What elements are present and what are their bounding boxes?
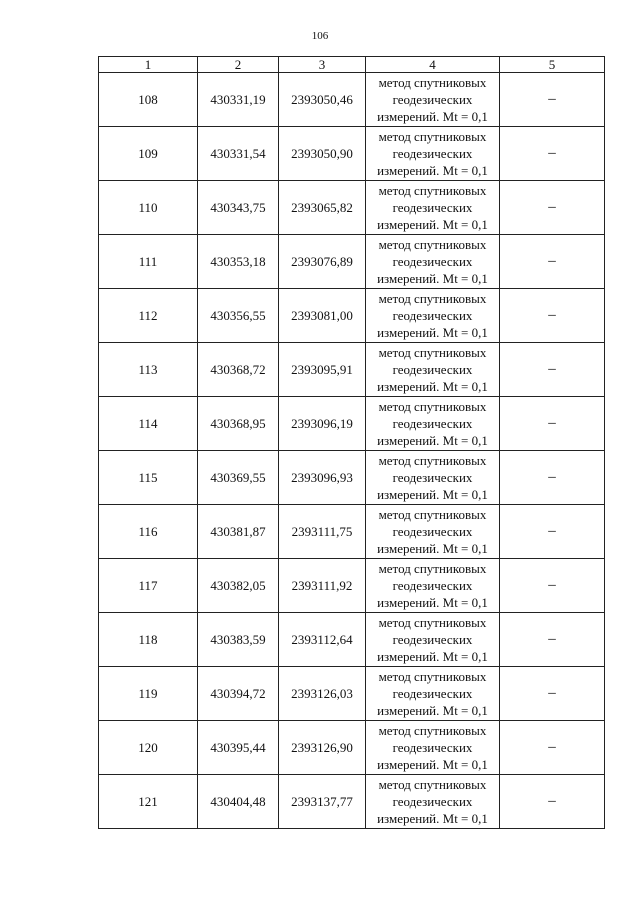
- column-header-4: 4: [366, 57, 500, 73]
- x-coordinate-cell: 430383,59: [198, 613, 279, 667]
- point-number-cell: 118: [99, 613, 198, 667]
- y-coordinate-cell: 2393126,90: [279, 721, 366, 775]
- table-row: [99, 397, 605, 451]
- method-line: метод спутниковых: [378, 453, 487, 468]
- table-row: [99, 235, 605, 289]
- method-line: геодезических: [392, 686, 473, 701]
- method-line: измерений. Mt = 0,1: [377, 325, 488, 340]
- method-line: измерений. Mt = 0,1: [377, 163, 488, 178]
- method-cell: [366, 505, 500, 559]
- x-coordinate-cell: 430356,55: [198, 289, 279, 343]
- method-line: измерений. Mt = 0,1: [377, 217, 488, 232]
- point-number-cell: 117: [99, 559, 198, 613]
- method-line: метод спутниковых: [378, 561, 487, 576]
- x-coordinate-cell: 430382,05: [198, 559, 279, 613]
- method-cell: [366, 451, 500, 505]
- method-line: метод спутниковых: [378, 291, 487, 306]
- y-coordinate-cell: 2393050,90: [279, 127, 366, 181]
- method-line: геодезических: [392, 794, 473, 809]
- note-cell: –: [500, 127, 605, 181]
- column-header-1: 1: [99, 57, 198, 73]
- method-line: метод спутниковых: [378, 183, 487, 198]
- method-line: метод спутниковых: [378, 507, 487, 522]
- column-header-2: 2: [198, 57, 279, 73]
- x-coordinate-cell: 430343,75: [198, 181, 279, 235]
- point-number-cell: 112: [99, 289, 198, 343]
- table-row: [99, 613, 605, 667]
- method-line: измерений. Mt = 0,1: [377, 595, 488, 610]
- method-cell: [366, 181, 500, 235]
- point-number-cell: 114: [99, 397, 198, 451]
- point-number-cell: 113: [99, 343, 198, 397]
- method-cell: [366, 559, 500, 613]
- y-coordinate-cell: 2393126,03: [279, 667, 366, 721]
- table-row: [99, 451, 605, 505]
- column-header-3: 3: [279, 57, 366, 73]
- y-coordinate-cell: 2393050,46: [279, 73, 366, 127]
- y-coordinate-cell: 2393111,92: [279, 559, 366, 613]
- x-coordinate-cell: 430368,72: [198, 343, 279, 397]
- note-cell: –: [500, 289, 605, 343]
- point-number-cell: 108: [99, 73, 198, 127]
- method-line: геодезических: [392, 524, 473, 539]
- y-coordinate-cell: 2393096,19: [279, 397, 366, 451]
- method-line: измерений. Mt = 0,1: [377, 649, 488, 664]
- x-coordinate-cell: 430394,72: [198, 667, 279, 721]
- note-cell: –: [500, 343, 605, 397]
- method-cell: [366, 775, 500, 829]
- x-coordinate-cell: 430368,95: [198, 397, 279, 451]
- x-coordinate-cell: 430381,87: [198, 505, 279, 559]
- method-line: метод спутниковых: [378, 615, 487, 630]
- x-coordinate-cell: 430369,55: [198, 451, 279, 505]
- method-line: геодезических: [392, 308, 473, 323]
- y-coordinate-cell: 2393111,75: [279, 505, 366, 559]
- method-line: геодезических: [392, 740, 473, 755]
- method-line: геодезических: [392, 632, 473, 647]
- table-row: [99, 289, 605, 343]
- y-coordinate-cell: 2393096,93: [279, 451, 366, 505]
- table-row: [99, 667, 605, 721]
- note-cell: –: [500, 181, 605, 235]
- table-row: [99, 775, 605, 829]
- note-cell: –: [500, 397, 605, 451]
- method-line: метод спутниковых: [378, 723, 487, 738]
- note-cell: –: [500, 775, 605, 829]
- method-line: геодезических: [392, 578, 473, 593]
- point-number-cell: 109: [99, 127, 198, 181]
- method-cell: [366, 235, 500, 289]
- table-row: [99, 721, 605, 775]
- method-line: метод спутниковых: [378, 237, 487, 252]
- y-coordinate-cell: 2393065,82: [279, 181, 366, 235]
- point-number-cell: 110: [99, 181, 198, 235]
- method-line: измерений. Mt = 0,1: [377, 487, 488, 502]
- note-cell: –: [500, 559, 605, 613]
- note-cell: –: [500, 73, 605, 127]
- method-line: метод спутниковых: [378, 75, 487, 90]
- point-number-cell: 115: [99, 451, 198, 505]
- table-row: [99, 181, 605, 235]
- table-header-row: [99, 57, 605, 73]
- method-line: метод спутниковых: [378, 129, 487, 144]
- method-line: метод спутниковых: [378, 399, 487, 414]
- method-line: измерений. Mt = 0,1: [377, 109, 488, 124]
- point-number-cell: 120: [99, 721, 198, 775]
- note-cell: –: [500, 667, 605, 721]
- x-coordinate-cell: 430404,48: [198, 775, 279, 829]
- table-row: [99, 559, 605, 613]
- method-line: метод спутниковых: [378, 345, 487, 360]
- method-line: измерений. Mt = 0,1: [377, 757, 488, 772]
- method-line: измерений. Mt = 0,1: [377, 379, 488, 394]
- method-line: измерений. Mt = 0,1: [377, 271, 488, 286]
- method-cell: [366, 721, 500, 775]
- point-number-cell: 111: [99, 235, 198, 289]
- method-line: геодезических: [392, 146, 473, 161]
- note-cell: –: [500, 235, 605, 289]
- table-row: [99, 343, 605, 397]
- table-row: [99, 127, 605, 181]
- method-line: измерений. Mt = 0,1: [377, 703, 488, 718]
- method-line: измерений. Mt = 0,1: [377, 541, 488, 556]
- method-cell: [366, 289, 500, 343]
- y-coordinate-cell: 2393095,91: [279, 343, 366, 397]
- method-line: геодезических: [392, 362, 473, 377]
- method-cell: [366, 613, 500, 667]
- y-coordinate-cell: 2393112,64: [279, 613, 366, 667]
- method-cell: [366, 343, 500, 397]
- point-number-cell: 116: [99, 505, 198, 559]
- method-line: геодезических: [392, 200, 473, 215]
- note-cell: –: [500, 721, 605, 775]
- method-line: измерений. Mt = 0,1: [377, 433, 488, 448]
- note-cell: –: [500, 613, 605, 667]
- method-cell: [366, 667, 500, 721]
- method-cell: [366, 127, 500, 181]
- y-coordinate-cell: 2393076,89: [279, 235, 366, 289]
- table-row: [99, 73, 605, 127]
- x-coordinate-cell: 430353,18: [198, 235, 279, 289]
- method-line: геодезических: [392, 92, 473, 107]
- x-coordinate-cell: 430331,54: [198, 127, 279, 181]
- note-cell: –: [500, 505, 605, 559]
- method-line: метод спутниковых: [378, 777, 487, 792]
- y-coordinate-cell: 2393081,00: [279, 289, 366, 343]
- method-line: геодезических: [392, 416, 473, 431]
- page-number: 106: [311, 30, 329, 42]
- point-number-cell: 119: [99, 667, 198, 721]
- coordinates-table: [98, 56, 605, 829]
- x-coordinate-cell: 430395,44: [198, 721, 279, 775]
- table-body: [99, 73, 605, 829]
- method-cell: [366, 397, 500, 451]
- method-line: метод спутниковых: [378, 669, 487, 684]
- y-coordinate-cell: 2393137,77: [279, 775, 366, 829]
- method-line: измерений. Mt = 0,1: [377, 811, 488, 826]
- method-line: геодезических: [392, 254, 473, 269]
- method-cell: [366, 73, 500, 127]
- point-number-cell: 121: [99, 775, 198, 829]
- column-header-5: 5: [500, 57, 605, 73]
- note-cell: –: [500, 451, 605, 505]
- table-row: [99, 505, 605, 559]
- x-coordinate-cell: 430331,19: [198, 73, 279, 127]
- method-line: геодезических: [392, 470, 473, 485]
